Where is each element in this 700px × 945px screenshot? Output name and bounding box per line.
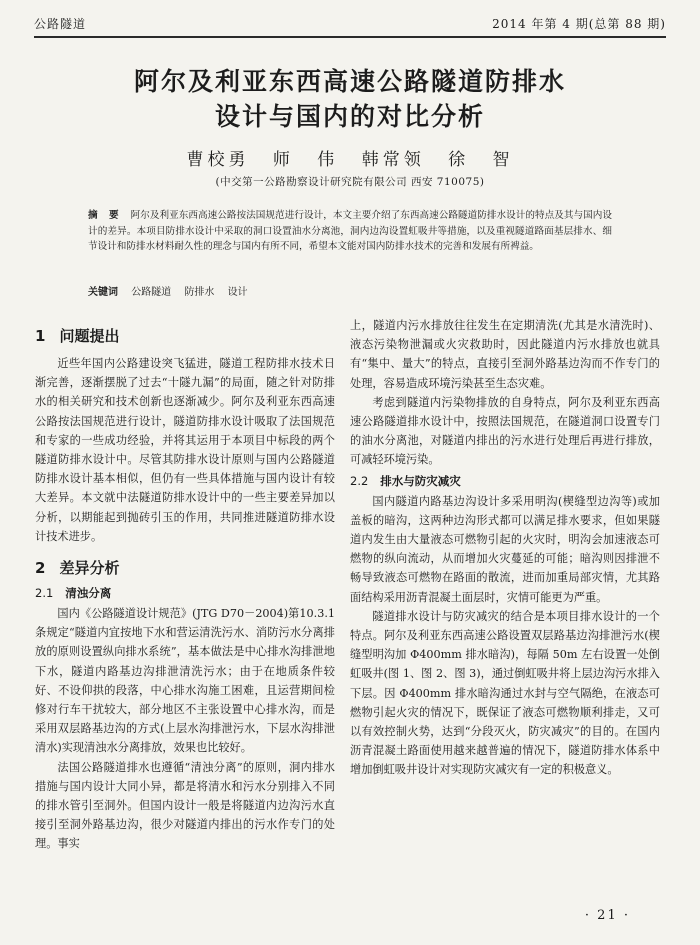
section-heading <box>35 554 335 582</box>
body-paragraph: 隧道排水设计与防灾减灾的结合是本项目排水设计的一个特点。阿尔及利亚东西高速公路设置双层路基边沟排泄污水(楔缝型明沟加 Φ400mm 排水暗沟)，每隔 50m 左右设置一处倒虹吸井(图 1、图 2、图 3)，通过倒虹吸井将上层边沟污水排入下层。因 Φ400mm 排水暗沟通过水封与空气隔绝，在液态可燃物引起火灾的情况下，既保证了液态可燃物顺利排走，又可以有效控制火势，达到“分段灭火，防灾减灾”的目的。在国内沥青混凝土路面使用越来越普遍的情况下，隧道防排水体系中增加倒虹吸井设计对实现防灾减灾有一定的积极意义。 <box>350 609 660 777</box>
running-header <box>34 10 666 38</box>
keywords-block <box>88 283 612 298</box>
section-number: 2 <box>35 559 46 578</box>
title-line-2: 设计与国内的对比分析 <box>214 102 485 131</box>
subsection-title: 清浊分离 <box>65 586 112 601</box>
abstract-label: 摘 要 <box>88 210 123 221</box>
body-paragraph: 近些年国内公路建设突飞猛进，隧道工程防排水技术日渐完善，逐渐摆脱了过去“十隧九漏”的局面，随之针对防排水的相关研究和技术创新也逐渐减少。阿尔及利亚东西高速公路按法国规范进行设计，隧道防排水设计吸取了法国规范和专家的一些成功经验，并将其运用于本项目中标段的两个隧道防排水设计中。尽管其防排水设计原则与国内公路隧道防排水设计基本相似，但仍有一些具体措施与国内设计有较大差异。本文就中法隧道防排水设计中的一些主要差异加以分析，以期能起到抛砖引玉的作用，共同推进隧道防排水设计技术进步。 <box>35 357 335 543</box>
author-list: 曹校勇 师 伟 韩常领 徐 智 <box>186 150 514 170</box>
section-title: 差异分析 <box>59 559 120 578</box>
title-line-1: 阿尔及利亚东西高速公路隧道防排水 <box>133 67 566 96</box>
journal-name: 公路隧道 <box>34 17 87 31</box>
subsection-heading <box>350 470 660 492</box>
section-number: 1 <box>35 327 46 345</box>
affiliation: (中交第一公路勘察设计研究院有限公司 西安 710075) <box>215 176 485 188</box>
subsection-heading <box>35 582 335 604</box>
body-paragraph: 上，隧道内污水排放往往发生在定期清洗(尤其是水清洗时)、液态污染物泄漏或火灾救助时，因此隧道内污水排放也就具有“集中、量大”的特点，直接引至洞外路基边沟而不作专门的处理，容易造成环境污染甚至生态灾难。 <box>350 319 660 390</box>
subsection-number: 2.1 <box>35 586 54 601</box>
page-number: · 21 · <box>584 908 630 923</box>
section-heading <box>35 322 335 350</box>
body-paragraph: 国内《公路隧道设计规范》(JTG D70－2004)第10.3.1条规定“隧道内宜按地下水和营运清洗污水、消防污水分离排放的原则设置纵向排水系统”，基本做法是中心排水沟排泄地下水，隧道内路基边沟排泄清洗污水；由于在地质条件较好、不设仰拱的段落，中心排水沟施工困难，且运营期间检修对行车干扰较大，部分地区不主张设置中心排水沟，而是采用双层路基边沟的方式(上层水沟排泄污水，下层水沟排泄清水)实现清浊水分离排放，效果也比较好。 <box>35 607 335 755</box>
keyword: 公路隧道 <box>131 287 172 298</box>
body-paragraph: 国内隧道内路基边沟设计多采用明沟(楔缝型边沟等)或加盖板的暗沟，这两种边沟形式都可以满足排水要求，但如果隧道内发生由大量液态可燃物引起的火灾时，明沟会加速液态可燃物的纵向流动，从而增加火灾蔓延的可能；暗沟则因排泄不畅导致液态可燃物在路面的散流，进而加重局部灾情，尤其路面结构采用沥青混凝土面层时，灾情可能更为严重。 <box>350 494 660 604</box>
keyword: 设计 <box>227 287 248 298</box>
keywords-label: 关键词 <box>88 287 118 298</box>
article-title <box>34 64 666 134</box>
subsection-title: 排水与防灾减灾 <box>380 473 461 488</box>
body-paragraph: 法国公路隧道排水也遵循“清浊分离”的原则，洞内排水措施与国内设计大同小异，都是将清水和污水分别排入不同的排水管引至洞外。但国内设计一般是将隧道内边沟污水直接引至洞外路基边沟，很少对隧道内排出的污水作专门的处理。事实 <box>35 760 335 851</box>
section-title: 问题提出 <box>59 327 120 345</box>
keyword: 防排水 <box>184 287 215 298</box>
issue-info: 2014 年第 4 期(总第 88 期) <box>492 17 666 31</box>
right-column <box>350 316 660 780</box>
body-paragraph: 考虑到隧道内污染物排放的自身特点，阿尔及利亚东西高速公路隧道排水设计中，按照法国规范，在隧道洞口设置专门的油水分离池，对隧道内排出的污水进行处理后再进行排放，可减轻环境污染。 <box>350 395 660 467</box>
abstract-block <box>88 208 612 255</box>
left-column <box>35 322 335 854</box>
subsection-number: 2.2 <box>350 473 369 488</box>
abstract-text: 阿尔及利亚东西高速公路按法国规范进行设计，本文主要介绍了东西高速公路隧道防排水设计的特点及其与国内设计的差异。本项目防排水设计中采取的洞口设置油水分离池，洞内边沟设置虹吸井等措施，以及重视隧道路面基层排水、细节设计和防排水材料耐久性的理念与国内有所不同，希望本文能对国内防排水技术的完善和发展有所裨益。 <box>88 210 613 252</box>
